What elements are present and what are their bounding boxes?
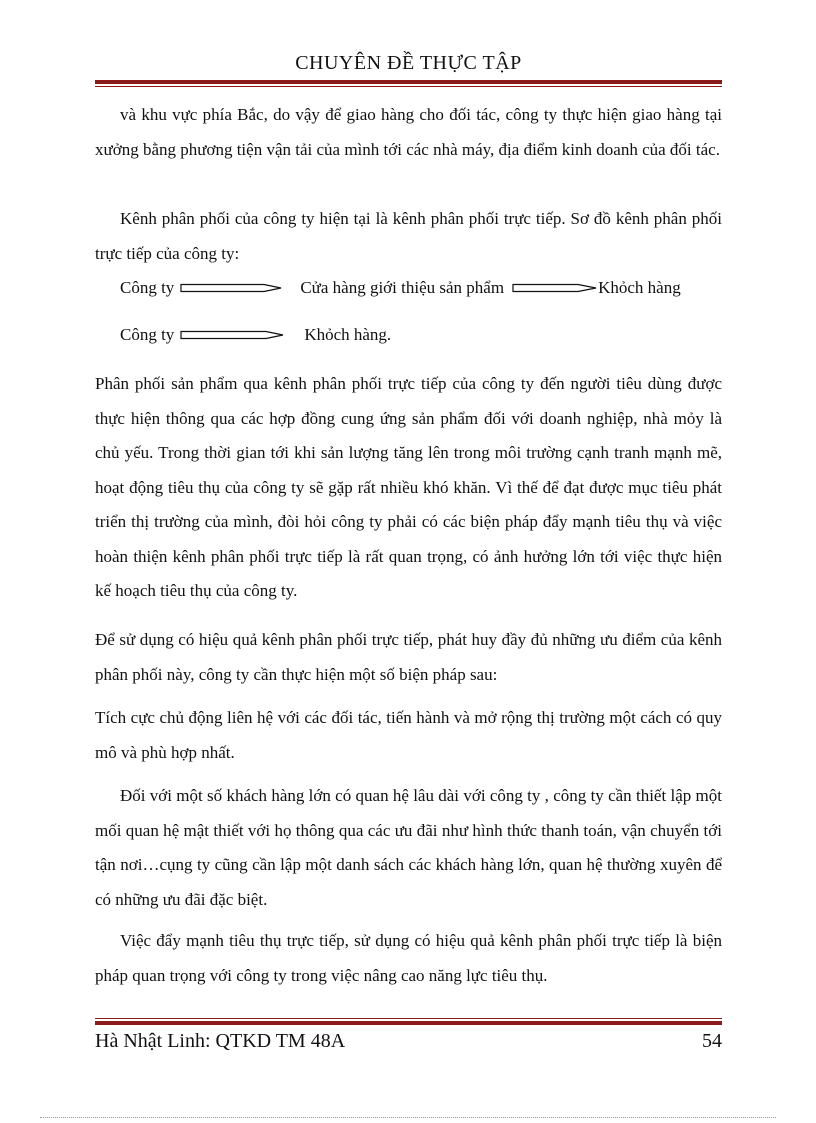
paragraph: và khu vực phía Bắc, do vậy để giao hàng cho đối tác, công ty thực hiện giao hàng tại xưởng bằng phương tiện vận tải của mình tới các nhà máy, địa điểm kinh doanh của đối tác. [95, 105, 722, 159]
right-arrow-icon [180, 281, 284, 295]
header-rule [95, 80, 722, 87]
footer-author: Hà Nhật Linh: QTKD TM 48A [95, 1030, 346, 1052]
right-arrow-icon [512, 281, 598, 295]
flow-node-showroom: Cửa hàng giới thiệu sản phẩm [300, 278, 505, 297]
paragraph: Phân phối sản phẩm qua kênh phân phối trực tiếp của công ty đến người tiêu dùng được thực hiện thông qua các hợp đồng cung ứng sản phẩm đối với doanh nghiệp, nhà mỏy là chủ yếu. Trong thời gian tới khi sản lượng tăng lên trong môi trường cạnh tranh mạnh mẽ, hoạt động tiêu thụ của công ty sẽ gặp rất nhiều khó khăn. Vì thế để đạt được mục tiêu phát triển thị trường của mình, đòi hỏi công ty phải có các biện pháp đẩy mạnh tiêu thụ và việc hoàn thiện kênh phân phối trực tiếp là rất quan trọng, có ảnh hưởng lớn tới việc thực hiện kế hoạch tiêu thụ của công ty. [95, 374, 722, 600]
page-footer [95, 1030, 722, 1053]
channel-diagram-row-2 [120, 323, 391, 347]
footer-rule [95, 1018, 722, 1025]
page-number: 54 [702, 1030, 722, 1052]
right-arrow-icon [180, 328, 286, 342]
page-bottom-border [40, 1117, 776, 1118]
paragraph: Đối với một số khách hàng lớn có quan hệ lâu dài với công ty , công ty cần thiết lập một mối quan hệ mật thiết với họ thông qua các ưu đãi như hình thức thanh toán, vận chuyển tới tận nơi…cụng ty cũng cần lập một danh sách các khách hàng lớn, quan hệ thường xuyên để có những ưu đãi đặc biệt. [95, 786, 722, 909]
paragraph: Kênh phân phối của công ty hiện tại là kênh phân phối trực tiếp. Sơ đồ kênh phân phối trực tiếp của công ty: [95, 209, 722, 263]
flow-node-customer: Khỏch hàng. [304, 325, 392, 344]
paragraph: Tích cực chủ động liên hệ với các đối tác, tiến hành và mở rộng thị trường một cách có quy mô và phù hợp nhất. [95, 708, 722, 762]
paragraph: Để sử dụng có hiệu quả kênh phân phối trực tiếp, phát huy đầy đủ những ưu điểm của kênh phân phối này, công ty cần thực hiện một số biện pháp sau: [95, 630, 722, 684]
flow-node-company: Công ty [120, 278, 175, 297]
page-header-title: CHUYÊN ĐỀ THỰC TẬP [295, 52, 522, 74]
flow-node-customer: Khỏch hàng [598, 278, 681, 297]
paragraph: Việc đẩy mạnh tiêu thụ trực tiếp, sử dụng có hiệu quả kênh phân phối trực tiếp là biện pháp quan trọng với công ty trong việc nâng cao năng lực tiêu thụ. [95, 931, 722, 985]
channel-diagram-row-1 [120, 276, 681, 300]
flow-node-company: Công ty [120, 325, 175, 344]
